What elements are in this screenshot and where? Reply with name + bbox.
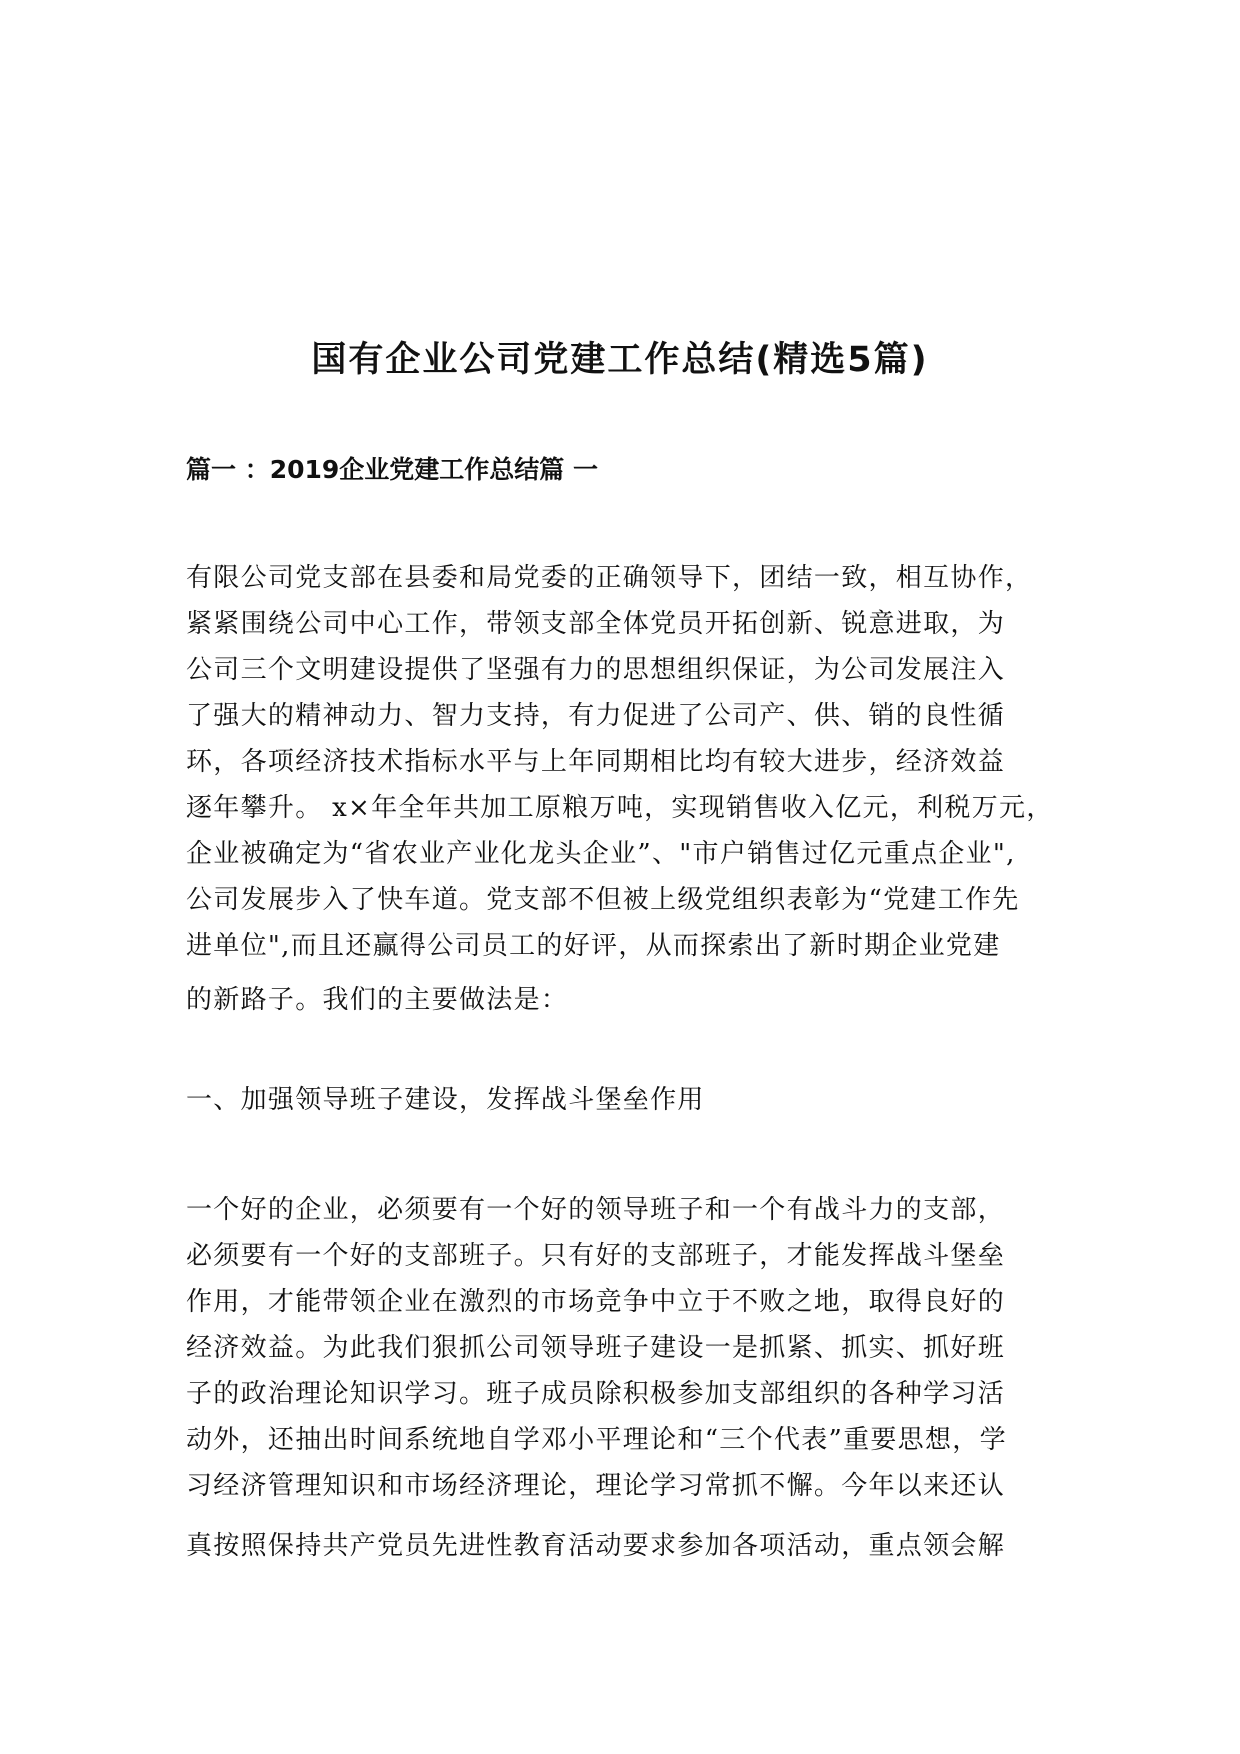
subheading: 一、加强领导班子建设，发挥战斗堡垒作用 bbox=[186, 1085, 705, 1115]
paragraph-line: 紧紧围绕公司中心工作，带领支部全体党员开拓创新、锐意进取，为 bbox=[186, 609, 1006, 639]
paragraph-line: 真按照保持共产党员先进性教育活动要求参加各项活动，重点领会解 bbox=[186, 1531, 1006, 1561]
paragraph-line: 企业被确定为“省农业产业化龙头企业”、"市户销售过亿元重点企业", bbox=[186, 839, 1016, 869]
paragraph-line: 进单位",而且还赢得公司员工的好评，从而探索出了新时期企业党建 bbox=[186, 931, 1001, 961]
paragraph-line: 必须要有一个好的支部班子。只有好的支部班子，才能发挥战斗堡垒 bbox=[186, 1241, 1006, 1271]
paragraph-line: 习经济管理知识和市场经济理论，理论学习常抓不懈。今年以来还认 bbox=[186, 1471, 1006, 1501]
paragraph-line: 环，各项经济技术指标水平与上年同期相比均有较大进步，经济效益 bbox=[186, 747, 1006, 777]
section-heading: 篇一 ：2019企业党建工作总结篇 一 bbox=[186, 455, 598, 484]
paragraph-line: 公司发展步入了快车道。党支部不但被上级党组织表彰为“党建工作先 bbox=[186, 885, 1020, 915]
paragraph-line: 一个好的企业，必须要有一个好的领导班子和一个有战斗力的支部， bbox=[186, 1195, 1006, 1225]
paragraph-line: 的新路子。我们的主要做法是： bbox=[186, 985, 569, 1015]
paragraph-line: 子的政治理论知识学习。班子成员除积极参加支部组织的各种学习活 bbox=[186, 1379, 1006, 1409]
paragraph-line: 了强大的精神动力、智力支持，有力促进了公司产、供、销的良性循 bbox=[186, 701, 1006, 731]
paragraph-line: 作用，才能带领企业在激烈的市场竞争中立于不败之地，取得良好的 bbox=[186, 1287, 1006, 1317]
paragraph-line: 动外，还抽出时间系统地自学邓小平理论和“三个代表”重要思想，学 bbox=[186, 1425, 1007, 1455]
paragraph-line: 经济效益。为此我们狠抓公司领导班子建设一是抓紧、抓实、抓好班 bbox=[186, 1333, 1006, 1363]
document-title: 国有企业公司党建工作总结(精选5篇) bbox=[311, 340, 929, 380]
paragraph-line: 公司三个文明建设提供了坚强有力的思想组织保证，为公司发展注入 bbox=[186, 655, 1006, 685]
paragraph-line: 有限公司党支部在县委和局党委的正确领导下，团结一致，相互协作， bbox=[186, 563, 1033, 593]
paragraph-line: 逐年攀升。 x×年全年共加工原粮万吨，实现销售收入亿元，利税万元， bbox=[186, 793, 1054, 823]
